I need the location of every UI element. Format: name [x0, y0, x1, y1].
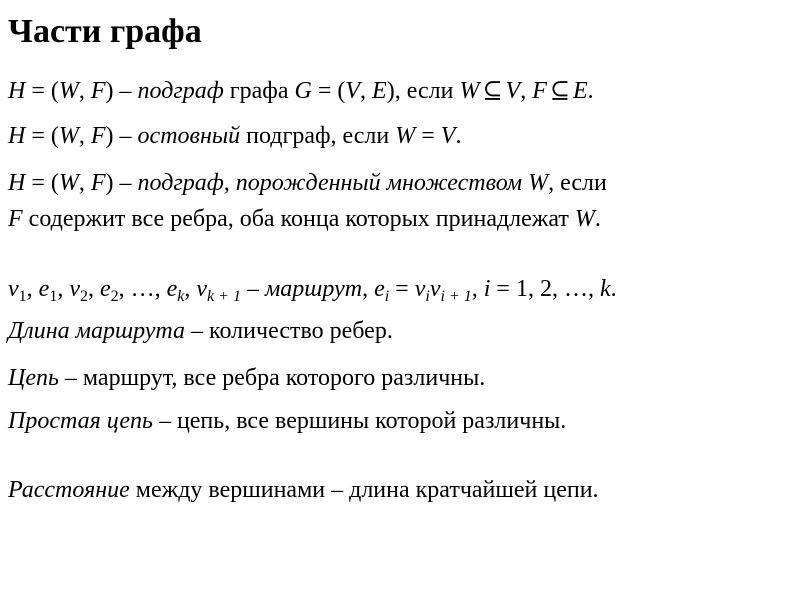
definition-path: Простая цепь – цепь, все вершины которой различны. [8, 408, 567, 434]
definition-walk: $v_1$, $e_1$, $v_2$, $e_2$, …, $e_k$, $v_{k + 1}$ – маршрут, $e_i = v_iv_{i + 1}$, i = 1, 2, …, k. [8, 276, 617, 305]
definition-spanning-subgraph: H = (W, F) – остовный подграф, если W = V. [8, 123, 462, 149]
definition-distance: Расстояние между вершинами – длина кратчайшей цепи. [8, 477, 599, 503]
definition-subgraph: H = (W, F) – подграф графа G = (V, E), если W ⊆ V, F ⊆ E. [8, 78, 594, 104]
definition-walk-length: Длина маршрута – количество ребер. [8, 318, 393, 344]
definition-induced-subgraph: H = (W, F) – подграф, порожденный множеством W, если [8, 170, 607, 196]
definition-induced-subgraph-cont: F содержит все ребра, оба конца которых принадлежат W. [8, 206, 601, 232]
page-title: Части графа [8, 13, 202, 50]
definition-trail: Цепь – маршрут, все ребра которого различны. [8, 365, 486, 391]
